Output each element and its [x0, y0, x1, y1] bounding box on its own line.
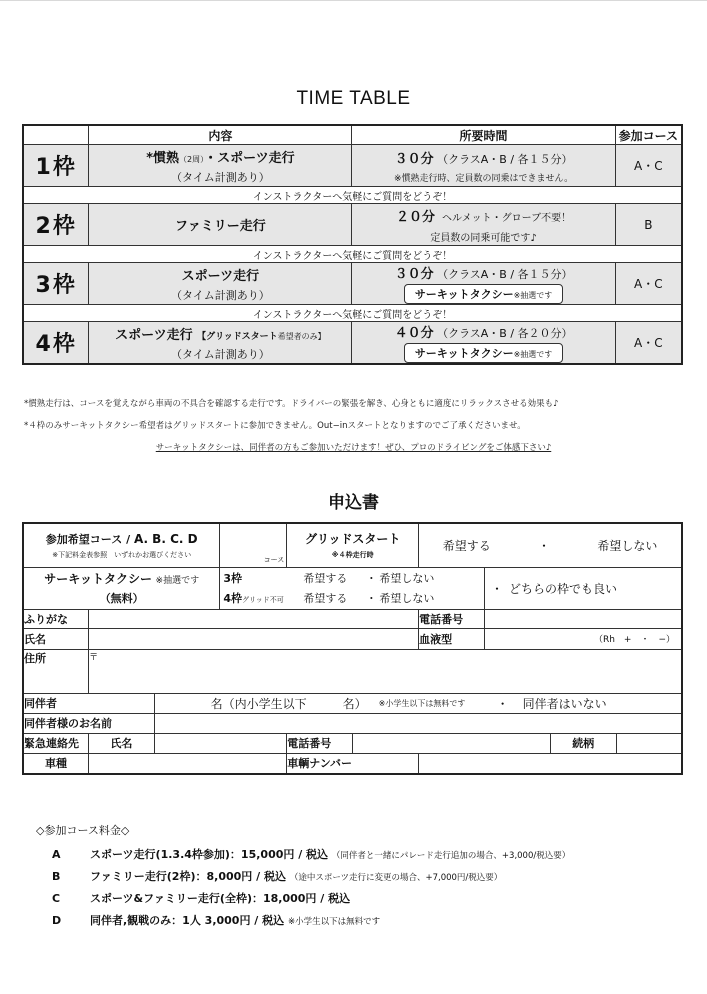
timetable-title: TIME TABLE: [296, 88, 411, 109]
slot-content: [89, 204, 352, 246]
application-title: 申込書: [328, 493, 379, 512]
separator-dot: ・: [538, 538, 551, 553]
name-label: 氏名: [23, 628, 89, 649]
either-option[interactable]: どちらの枠でも良い: [509, 581, 618, 596]
fee-row-d: [52, 912, 380, 928]
header-content: 内容: [89, 125, 352, 145]
slot-row-2: [23, 204, 682, 246]
companion-note: ※小学生以下は無料です: [378, 698, 466, 708]
emergency-phone-label: 電話番号: [287, 733, 353, 753]
grid-label: グリッドスタート: [304, 532, 401, 547]
slot3-label: 3枠: [223, 572, 243, 585]
grid-not-want-option[interactable]: 希望しない: [597, 538, 658, 553]
address-input[interactable]: [89, 649, 682, 693]
time-detail: （クラスA・B / 各１５分）: [437, 268, 573, 281]
course-input[interactable]: [220, 523, 287, 567]
fee-row-c: [52, 890, 350, 906]
slot-course: A・C: [615, 322, 682, 365]
separator-dot: ・: [365, 572, 377, 585]
slot-name: 3枠: [23, 263, 89, 305]
emergency-name-label: 氏名: [89, 733, 155, 753]
slot-row-3: [23, 263, 682, 305]
separator-dot: ・: [496, 696, 509, 711]
fee-text: ファミリー走行(2枠)：8,000円 / 税込: [90, 870, 286, 883]
taxi-free: （無料）: [99, 592, 144, 605]
slot-name: 1枠: [23, 145, 89, 187]
content-small: （2周）: [179, 154, 205, 164]
slot-time: [352, 263, 615, 305]
blood-label: 血液型: [419, 628, 485, 649]
time-detail: ヘルメット・グローブ不要！: [441, 212, 572, 224]
grid-note: ※４枠走行時: [331, 551, 374, 560]
grid-choice-cell: [419, 523, 682, 567]
emergency-name-input[interactable]: [154, 733, 287, 753]
phone-label: 電話番号: [419, 609, 485, 628]
phone-input[interactable]: [485, 609, 683, 628]
slot-name: 4枠: [23, 322, 89, 365]
course-note: ※下記料金表参照 いずれかお選びください: [52, 550, 192, 559]
fee-note: （途中スポーツ走行に変更の場合、+7,000円/税込要）: [289, 873, 503, 883]
taxi-note: ※抽選です: [155, 576, 200, 586]
slot-course: A・C: [615, 263, 682, 305]
name-input[interactable]: [89, 628, 419, 649]
companion-count-input[interactable]: 名（内小学生以下 名）: [210, 696, 367, 711]
timetable: [22, 124, 683, 365]
application-form: [22, 522, 683, 775]
companion-names-label: 同伴者様のお名前: [23, 713, 154, 733]
slot3-not-want-option[interactable]: 希望しない: [379, 572, 435, 585]
note-text: インストラクターへ気軽にご質問をどうぞ！: [23, 187, 682, 204]
fees-heading: ◇参加コース料金◇: [36, 824, 130, 837]
slot-time: [352, 204, 615, 246]
content-sub: （タイム計測あり）: [171, 288, 270, 302]
time-note: 定員数の同乗可能です♪: [430, 232, 537, 244]
header-course: 参加コース: [615, 125, 682, 145]
circuit-taxi-badge: [404, 343, 563, 363]
footnote-2: *４枠のみサーキットタクシー希望者はグリッドスタートに参加できません。Out−inスタートとなりますのでご了承くださいませ。: [24, 421, 526, 431]
badge-note: ※抽選です: [513, 291, 553, 300]
postal-mark: 〒: [89, 652, 99, 663]
fee-letter: A: [52, 848, 61, 861]
fee-note: ※小学生以下は無料です: [287, 917, 381, 927]
fee-row-a: [52, 846, 570, 862]
slot4-note: グリッド不可: [242, 596, 284, 604]
furigana-label: ふりがな: [23, 609, 89, 628]
separator-dot: ・: [490, 581, 503, 596]
slot-content: [89, 322, 352, 365]
content-main: スポーツ走行: [181, 268, 260, 284]
header-time: 所要時間: [352, 125, 615, 145]
blood-input[interactable]: [485, 628, 683, 649]
companion-cell: [154, 693, 682, 713]
companion-label: 同伴者: [23, 693, 154, 713]
footnote-3: サーキットタクシーは、同伴者の方もご参加いただけます！ぜひ、プロのドライビングをご体感下さい♪: [155, 443, 552, 453]
name-row: [23, 628, 682, 649]
grid-want-option[interactable]: 希望する: [442, 538, 491, 553]
course-options: A. B. C. D: [133, 531, 198, 546]
course-cell: [23, 523, 220, 567]
content-tag-small: 希望者のみ】: [277, 331, 326, 341]
fee-letter: B: [52, 870, 61, 883]
no-companion-option[interactable]: 同伴者はいない: [522, 696, 607, 711]
content-main: スポーツ走行: [115, 327, 193, 343]
content-sub: （タイム計測あり）: [171, 170, 270, 184]
car-type-input[interactable]: [89, 753, 287, 774]
car-row: [23, 753, 682, 774]
note-text: インストラクターへ気軽にご質問をどうぞ！: [23, 305, 682, 322]
timetable-header-row: [23, 125, 682, 145]
rh-text: （Rh + ・ −）: [593, 635, 675, 645]
content-main-2: ・スポーツ走行: [204, 150, 295, 166]
car-type-label: 車種: [23, 753, 89, 774]
slot-content: [89, 145, 352, 187]
time-detail: （クラスA・B / 各１５分）: [437, 152, 573, 166]
time-note: ※慣熟走行時、定員数の同乗はできません。: [394, 173, 574, 184]
relation-input[interactable]: [616, 733, 682, 753]
time-main: ３０分: [394, 267, 434, 282]
slot-time: [352, 322, 615, 365]
fee-text: スポーツ&ファミリー走行(全枠)：18,000円 / 税込: [90, 892, 351, 905]
footnote-1: *慣熟走行は、コースを覚えながら車両の不具合を確認する走行です。ドライバーの緊張を解き、心身ともに適度にリラックスさせる効果も♪: [24, 399, 559, 409]
time-main: ２０分: [395, 209, 435, 225]
fee-text: スポーツ走行(1.3.4枠参加)：15,000円 / 税込: [90, 848, 329, 861]
address-row: [23, 649, 682, 693]
furigana-input[interactable]: [89, 609, 419, 628]
furigana-row: [23, 609, 682, 628]
content-sub: （タイム計測あり）: [171, 347, 270, 361]
slot3-want-option[interactable]: 希望する: [303, 572, 348, 585]
badge-label: サーキットタクシー: [414, 288, 514, 301]
fee-note: （同伴者と一緒にパレード走行追加の場合、+3,000/税込要）: [331, 851, 571, 861]
content-main: *慣熟: [146, 150, 180, 166]
slot-time: [352, 145, 615, 187]
companion-names-input[interactable]: [154, 713, 682, 733]
car-number-label: 車輌ナンバー: [287, 753, 419, 774]
content-tag: 【グリッドスタート: [197, 331, 278, 342]
header-blank: [23, 125, 89, 145]
circuit-taxi-badge: [404, 284, 563, 304]
slot4-label: 4枠: [223, 592, 243, 605]
slot-name: 2枠: [23, 204, 89, 246]
car-number-input[interactable]: [419, 753, 682, 774]
badge-note: ※抽選です: [513, 350, 553, 359]
taxi-either-cell: [485, 567, 683, 609]
note-row: [23, 246, 682, 263]
time-main: ３０分: [394, 151, 434, 167]
note-text: インストラクターへ気軽にご質問をどうぞ！: [23, 246, 682, 263]
fee-row-b: [52, 868, 502, 884]
emergency-phone-input[interactable]: [353, 733, 551, 753]
taxi-row: [23, 567, 682, 609]
grid-cell: [287, 523, 419, 567]
note-row: [23, 187, 682, 204]
emergency-label: 緊急連絡先: [23, 733, 89, 753]
companion-names-row: [23, 713, 682, 733]
fee-text: 同伴者,観戦のみ：1人 3,000円 / 税込: [90, 914, 285, 927]
top-border: [0, 0, 707, 1]
companion-row: [23, 693, 682, 713]
content-main: ファミリー走行: [175, 219, 266, 234]
time-detail: （クラスA・B / 各２０分）: [437, 327, 573, 340]
note-row: [23, 305, 682, 322]
address-label: 住所: [23, 649, 89, 693]
course-row: [23, 523, 682, 567]
time-main: ４０分: [394, 326, 434, 341]
taxi-slots-cell: [220, 567, 485, 609]
taxi-cell: [23, 567, 220, 609]
slot4-want-option[interactable]: 希望する: [303, 592, 348, 605]
slot-content: [89, 263, 352, 305]
relation-label: 続柄: [550, 733, 616, 753]
slot-row-4: [23, 322, 682, 365]
slot-row-1: [23, 145, 682, 187]
separator-dot: ・: [365, 592, 377, 605]
fee-letter: D: [52, 914, 62, 927]
fee-letter: C: [52, 892, 61, 905]
slot-course: B: [615, 204, 682, 246]
emergency-row: [23, 733, 682, 753]
slot4-not-want-option[interactable]: 希望しない: [379, 592, 435, 605]
course-suffix: コース: [263, 555, 285, 564]
taxi-label: サーキットタクシー: [44, 572, 153, 586]
slot-course: A・C: [615, 145, 682, 187]
badge-label: サーキットタクシー: [414, 347, 514, 360]
course-label: 参加希望コース /: [45, 532, 131, 546]
